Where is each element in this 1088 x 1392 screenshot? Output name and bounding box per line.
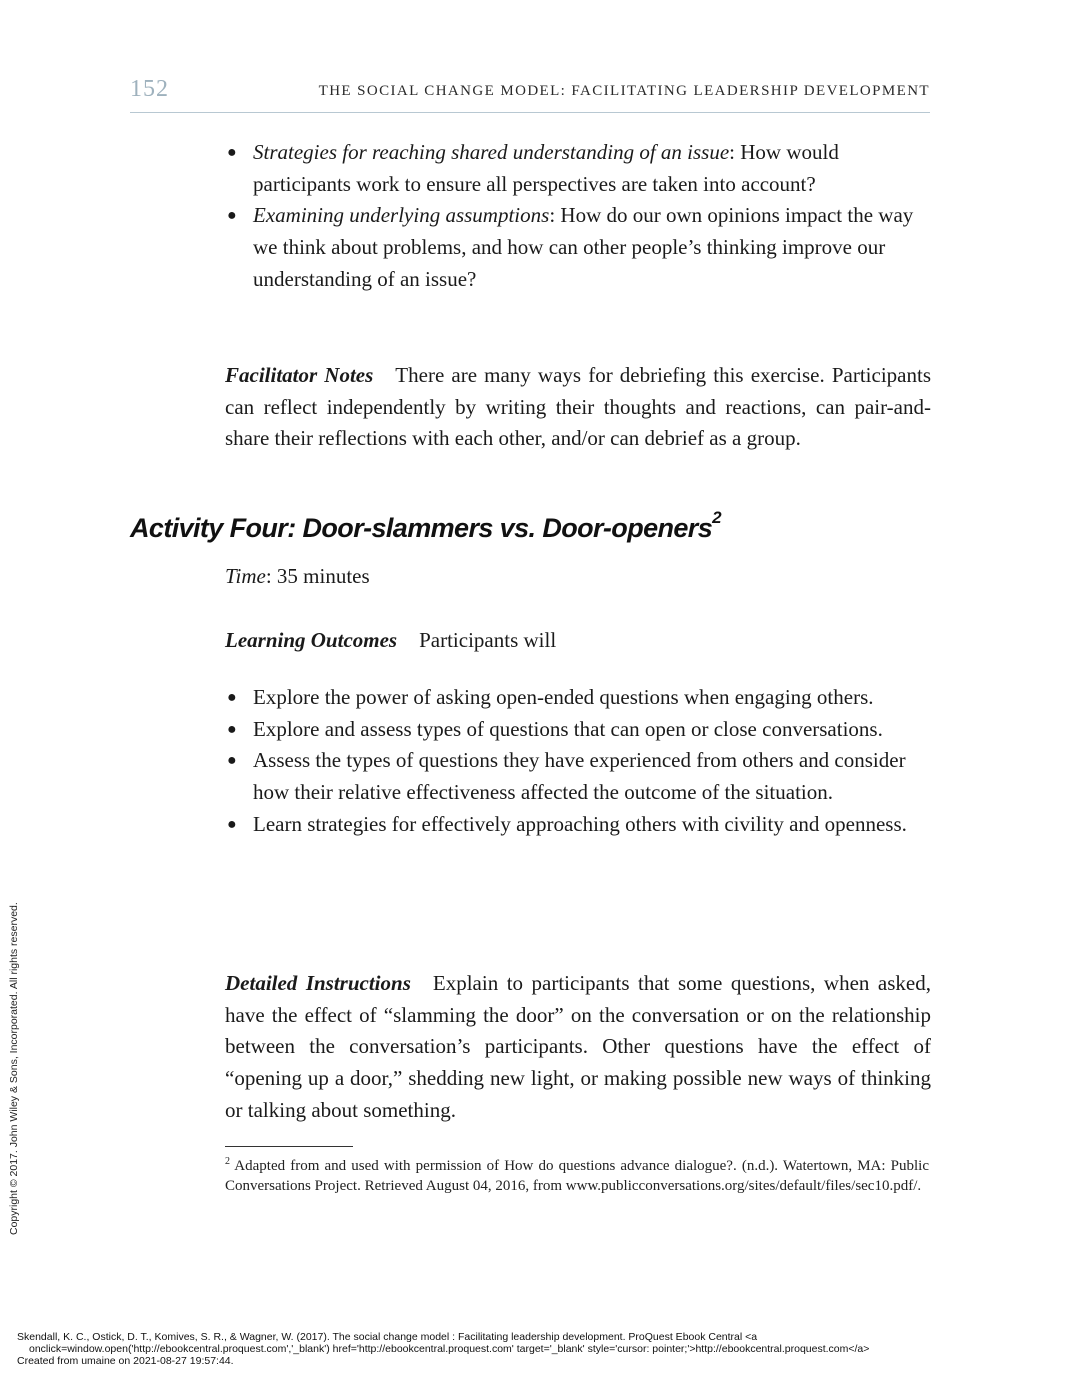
bullet-icon: ● (227, 144, 237, 161)
list-item (226, 682, 936, 714)
citation-line: onclick=window.open('http://ebookcentral.proquest.com','_blank') href='http://ebookcentral.proquest.com' target='_blank' style='cursor: pointer;'>http://ebookcentral.proquest.com</a> (29, 1342, 870, 1355)
page-number: 152 (130, 76, 169, 102)
learning-outcomes-intro: Participants will (419, 628, 557, 652)
bullet-icon: ● (227, 720, 237, 738)
time-label: Time (225, 564, 266, 588)
running-head: THE SOCIAL CHANGE MODEL: FACILITATING LEADERSHIP DEVELOPMENT (318, 83, 930, 99)
facilitator-notes-label: Facilitator Notes (225, 363, 374, 387)
bullet-icon: ● (227, 815, 237, 833)
copyright-sidebar: Copyright © 2017. John Wiley & Sons, Incorporated. All rights reserved. (8, 902, 20, 1235)
detailed-instructions-paragraph (225, 968, 931, 1127)
footnote-text: Adapted from and used with permission of How do questions advance dialogue?. (n.d.). Watertown, MA: Public Conversations Project. Retrieved August 04, 2016, from www.publicconversations.org/sites/default/files/sec10.pdf/. (225, 1158, 929, 1194)
outcome-text: Explore and assess types of questions that can open or close conversations. (253, 716, 883, 741)
learning-outcomes-list (226, 682, 936, 841)
page-header (130, 76, 930, 113)
detailed-instructions-text: Explain to participants that some questions, when asked, have the effect of “slamming the door” on the conversation or on the relationship between the conversation’s participants. Other questions have the effect of “opening up a door,” shedding new light, or making possible new ways of thinking or talking about something. (225, 971, 931, 1122)
list-item (226, 809, 936, 841)
activity-heading-text: Activity Four: Door-slammers vs. Door-openers (130, 513, 713, 543)
assumption-bullet-list (226, 137, 936, 296)
citation-line: Skendall, K. C., Ostick, D. T., Komives, S. R., & Wagner, W. (2017). The social change model : Facilitating leadership development. ProQuest Ebook Central <a (17, 1331, 758, 1343)
list-item (226, 745, 936, 808)
learning-outcomes-label: Learning Outcomes (225, 628, 398, 652)
activity-heading (130, 508, 721, 544)
time-value: : 35 minutes (265, 564, 370, 588)
list-item (226, 200, 936, 295)
detailed-instructions-label: Detailed Instructions (225, 971, 411, 995)
learning-outcomes-line (225, 625, 931, 657)
list-item (226, 714, 936, 746)
outcome-text: Learn strategies for effectively approaching others with civility and openness. (253, 811, 907, 836)
outcome-text: Assess the types of questions they have experienced from others and consider how their relative effectiveness affected the outcome of the situation. (253, 748, 906, 805)
footnote (225, 1152, 929, 1196)
bullet-icon: ● (227, 689, 237, 706)
list-item (226, 137, 936, 200)
time-line (225, 561, 931, 593)
citation-footer (17, 1332, 1077, 1367)
footnote-ref: 2 (712, 508, 721, 527)
bullet-lead: Strategies for reaching shared understanding of an issue (253, 140, 730, 164)
footnote-divider (225, 1146, 353, 1147)
bullet-icon: ● (227, 752, 237, 770)
facilitator-notes-paragraph (225, 360, 931, 455)
bullet-text: : How do our own opinions impact the way we think about problems, and how can other people’s thinking improve our understanding of an issue? (253, 203, 914, 291)
bullet-icon: ● (227, 207, 237, 225)
bullet-lead: Examining underlying assumptions (253, 203, 550, 228)
bullet-text: : How would participants work to ensure all perspectives are taken into account? (253, 140, 839, 196)
outcome-text: Explore the power of asking open-ended questions when engaging others. (253, 685, 874, 709)
facilitator-notes-text: There are many ways for debriefing this exercise. Participants can reflect independently by writing their thoughts and reactions, can pair-and-share their reflections with each other, and/or can debrief as a group. (225, 363, 931, 451)
footnote-number: 2 (225, 1156, 230, 1167)
citation-line: Created from umaine on 2021-08-27 19:57:44. (17, 1354, 234, 1367)
